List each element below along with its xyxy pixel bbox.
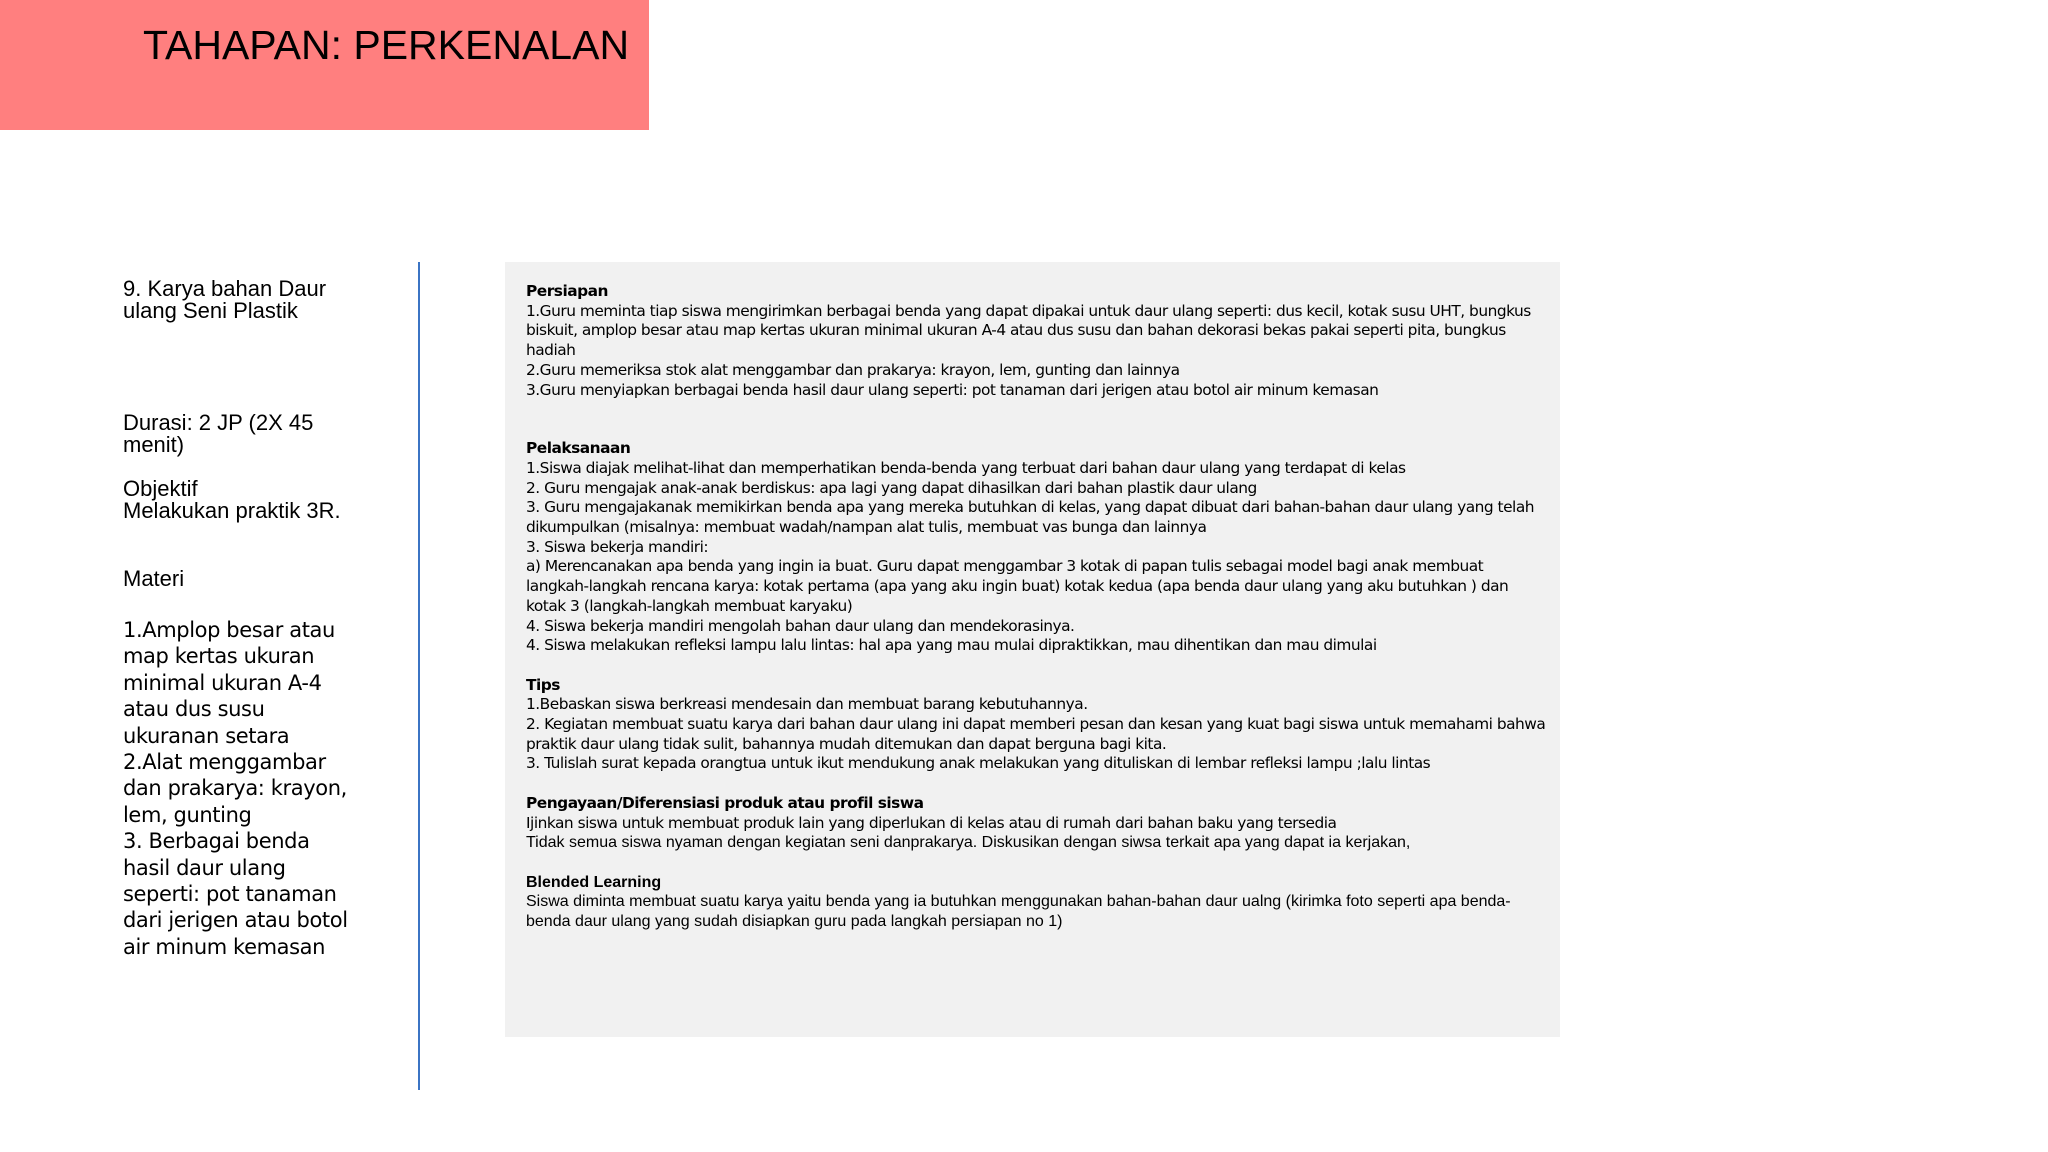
vertical-divider — [418, 262, 420, 1090]
tips-line: 1.Bebaskan siswa berkreasi mendesain dan membuat barang kebutuhannya. — [526, 695, 1088, 714]
header-banner — [0, 0, 649, 130]
tips-line: 2. Kegiatan membuat suatu karya dari bahan daur ulang ini dapat memberi pesan dan kesan yang kuat bagi siswa untuk memahami bahwa praktik daur ulang tidak sulit, bahannya mudah ditemukan dan dapat berguna bagi kita. — [526, 715, 1546, 753]
section-title-persiapan: Persiapan — [526, 282, 608, 300]
spacer — [526, 400, 1546, 439]
objective-text: Melakukan praktik 3R. — [123, 498, 341, 523]
pengayaan-line: Tidak semua siswa nyaman dengan kegiatan seni danprakarya. Diskusikan dengan siwsa terkait apa yang dapat ia kerjakan, — [526, 834, 1411, 852]
section-title-tips: Tips — [526, 675, 560, 694]
objective-block — [123, 478, 363, 522]
materials-item: 3. Berbagai benda hasil daur ulang seperti: pot tanaman dari jerigen atau botol air minum kemasan — [123, 829, 348, 959]
objective-label: Objektif — [123, 476, 198, 501]
lesson-title: 9. Karya bahan Daur ulang Seni Plastik — [123, 276, 327, 323]
persiapan-line: 1.Guru meminta tiap siswa mengirimkan berbagai benda yang dapat dipakai untuk daur ulang seperti: dus kecil, kotak susu UHT, bungkus biskuit, amplop besar atau map kertas ukuran minimal ukuran A-4 atau dus susu dan bahan dekorasi bekas pakai seperti pita, bungkus hadiah — [526, 301, 1531, 360]
spacer — [526, 774, 1546, 794]
tips-line: 3. Tulislah surat kepada orangtua untuk ikut mendukung anak melakukan yang dituliskan di lembar refleksi lampu ;lalu lintas — [526, 754, 1431, 773]
duration-text: Durasi: 2 JP (2X 45 menit) — [123, 410, 314, 457]
pelaksanaan-line: 2. Guru mengajak anak-anak berdiskus: apa lagi yang dapat dihasilkan dari bahan plastik daur ulang — [526, 478, 1257, 497]
spacer — [526, 656, 1546, 676]
section-title-pelaksanaan: Pelaksanaan — [526, 439, 631, 458]
page-title: TAHAPAN: PERKENALAN — [143, 22, 630, 68]
section-title-blended: Blended Learning — [526, 873, 662, 891]
pelaksanaan-line: 4. Siswa bekerja mandiri mengolah bahan daur ulang dan mendekorasinya. — [526, 616, 1075, 635]
spacer — [526, 853, 1546, 873]
activity-panel-content — [526, 282, 1546, 932]
pengayaan-line: Ijinkan siswa untuk membuat produk lain yang diperlukan di kelas atau di rumah dari bahan baku yang tersedia — [526, 813, 1337, 832]
pelaksanaan-line: 1.Siswa diajak melihat-lihat dan memperhatikan benda-benda yang terbuat dari bahan daur ulang yang terdapat di kelas — [526, 458, 1406, 477]
pelaksanaan-line: 3. Guru mengajakanak memikirkan benda apa yang mereka butuhkan di kelas, yang dapat dibuat dari bahan-bahan daur ulang yang telah dikumpulkan (misalnya: membuat wadah/nampan alat tulis, membuat vas bunga dan lainnya — [526, 498, 1535, 537]
materials-item: 1.Amplop besar atau map kertas ukuran minimal ukuran A-4 atau dus susu ukuranan setara — [123, 618, 335, 748]
pelaksanaan-line: a) Merencanakan apa benda yang ingin ia buat. Guru dapat menggambar 3 kotak di papan tulis sebagai model bagi anak membuat langkah-langkah rencana karya: kotak pertama (apa yang aku ingin buat) kotak kedua (apa benda daur ulang yang aku butuhkan ) dan kotak 3 (langkah-langkah membuat karyaku) — [526, 557, 1509, 615]
materials-label: Materi — [123, 566, 185, 591]
blended-text: Siswa diminta membuat suatu karya yaitu benda yang ia butuhkan menggunakan bahan-bahan daur ualng (kirimka foto seperti apa benda-benda daur ulang yang sudah disiapkan guru pada langkah persiapan no 1) — [526, 893, 1511, 931]
pelaksanaan-line: 4. Siswa melakukan refleksi lampu lalu lintas: hal apa yang mau mulai dipraktikkan, mau dihentikan dan mau dimulai — [526, 636, 1377, 655]
pelaksanaan-line: 3. Siswa bekerja mandiri: — [526, 537, 709, 556]
materials-item: 2.Alat menggambar dan prakarya: krayon, lem, gunting — [123, 750, 347, 827]
activity-panel — [505, 262, 1560, 1037]
materials-list — [123, 617, 358, 960]
persiapan-line: 3.Guru menyiapkan berbagai benda hasil daur ulang seperti: pot tanaman dari jerigen atau botol air minum kemasan — [526, 380, 1379, 399]
section-title-pengayaan: Pengayaan/Diferensiasi produk atau profil siswa — [526, 793, 924, 812]
persiapan-line: 2.Guru memeriksa stok alat menggambar dan prakarya: krayon, lem, gunting dan lainnya — [526, 360, 1180, 379]
